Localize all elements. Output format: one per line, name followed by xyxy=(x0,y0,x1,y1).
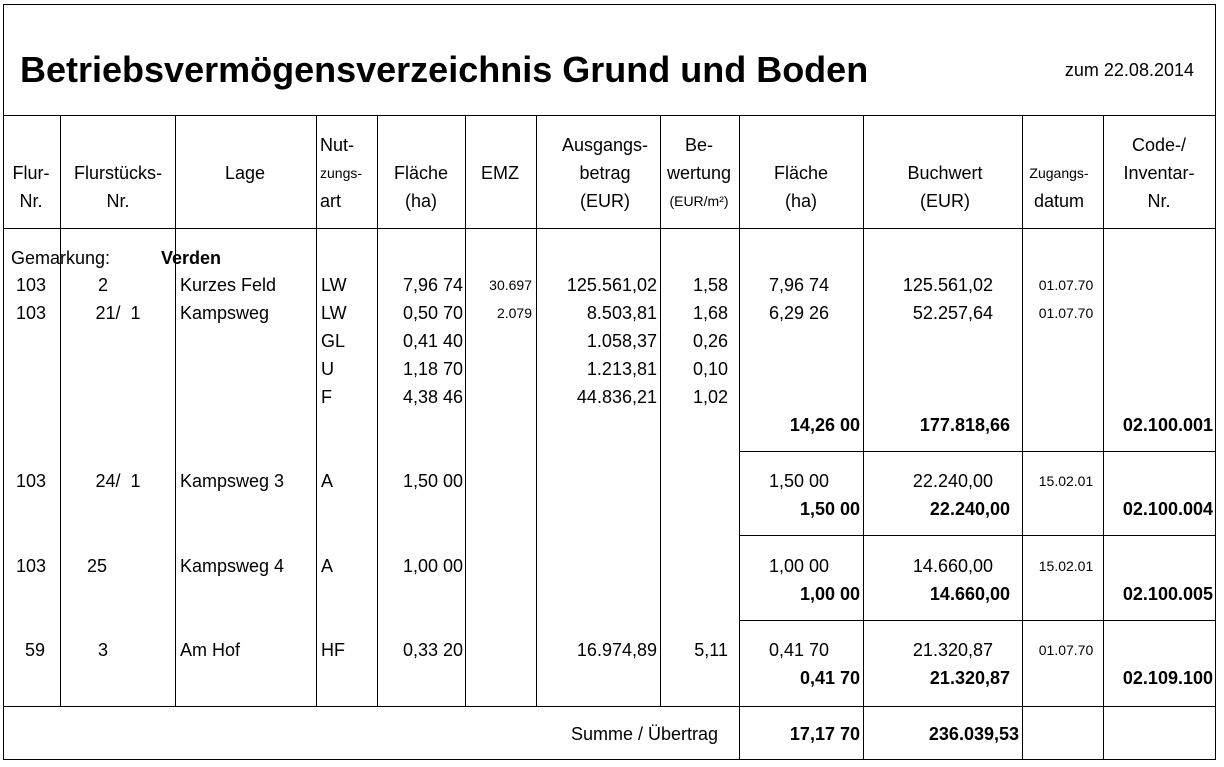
cell-nutzung: U xyxy=(321,359,334,379)
cell-flaeche: 0,33 20 xyxy=(402,640,463,660)
cell-ausgang: 16.974,89 xyxy=(576,640,657,660)
gemarkung-label: Gemarkung: xyxy=(11,248,111,268)
header-zugangsdatum: Zugangs- datum xyxy=(1029,165,1089,211)
cell-nutzung: HF xyxy=(321,640,345,660)
total-buchwert: 21.320,87 xyxy=(929,668,1010,688)
summe-label: Summe / Übertrag xyxy=(570,724,718,744)
column-line xyxy=(175,115,176,706)
cell-bewertung: 1,02 xyxy=(692,387,728,407)
column-line xyxy=(660,115,661,706)
cell-bewertung: 1,68 xyxy=(692,303,728,323)
summe-buchwert: 236.039,53 xyxy=(928,724,1019,744)
cell-bewertung: 5,11 xyxy=(694,640,728,660)
group-divider xyxy=(739,535,1216,536)
column-line xyxy=(316,115,317,706)
cell-flaeche-2: 1,00 00 xyxy=(769,556,830,576)
column-line xyxy=(377,115,378,706)
cell-ausgang: 8.503,81 xyxy=(586,303,657,323)
column-line xyxy=(739,115,740,760)
inventory-code: 02.100.005 xyxy=(1122,584,1213,604)
cell-ausgang: 125.561,02 xyxy=(566,275,657,295)
footer-divider xyxy=(3,706,1216,707)
cell-bewertung: 0,26 xyxy=(692,331,728,351)
cell-zugang: 01.07.70 xyxy=(1038,277,1094,293)
header-flaeche-2: Fläche (ha) xyxy=(773,163,829,211)
header-lage: Lage xyxy=(224,163,266,183)
cell-flurstueck: 25 xyxy=(86,556,108,576)
cell-flaeche-2: 7,96 74 xyxy=(769,275,830,295)
group-divider xyxy=(739,451,1216,452)
cell-lage: Am Hof xyxy=(180,640,241,660)
cell-flur: 103 xyxy=(15,556,47,576)
cell-flurstueck: 2 xyxy=(97,275,109,295)
cell-nutzung: F xyxy=(321,387,332,407)
cell-bewertung: 0,10 xyxy=(692,359,728,379)
cell-zugang: 15.02.01 xyxy=(1038,473,1094,489)
report-date: zum 22.08.2014 xyxy=(1064,60,1194,80)
column-line xyxy=(536,115,537,706)
page-title: Betriebsvermögensverzeichnis Grund und Boden xyxy=(20,49,869,90)
cell-buchwert: 21.320,87 xyxy=(912,640,993,660)
cell-flaeche: 0,41 40 xyxy=(402,331,463,351)
cell-ausgang: 1.213,81 xyxy=(586,359,657,379)
total-flaeche: 0,41 70 xyxy=(799,668,860,688)
cell-lage: Kampsweg 3 xyxy=(180,471,285,491)
column-line xyxy=(465,115,466,706)
inventory-code: 02.100.001 xyxy=(1122,415,1213,435)
gemarkung-value: Verden xyxy=(161,248,222,268)
cell-emz: 2.079 xyxy=(496,305,532,321)
cell-flaeche: 4,38 46 xyxy=(402,387,463,407)
cell-flaeche-2: 1,50 00 xyxy=(769,471,830,491)
cell-buchwert: 52.257,64 xyxy=(912,303,993,323)
header-flaeche: Fläche (ha) xyxy=(393,163,449,211)
cell-buchwert: 14.660,00 xyxy=(912,556,993,576)
summe-flaeche: 17,17 70 xyxy=(789,724,860,744)
cell-bewertung: 1,58 xyxy=(692,275,728,295)
column-line xyxy=(863,115,864,760)
cell-flaeche-2: 6,29 26 xyxy=(769,303,830,323)
total-flaeche: 14,26 00 xyxy=(789,415,860,435)
header-flurstueck: Flurstücks- Nr. xyxy=(73,163,163,211)
total-buchwert: 14.660,00 xyxy=(929,584,1010,604)
cell-ausgang: 1.058,37 xyxy=(586,331,657,351)
inventory-code: 02.100.004 xyxy=(1122,499,1213,519)
inventory-code: 02.109.100 xyxy=(1122,668,1213,688)
total-flaeche: 1,00 00 xyxy=(799,584,860,604)
cell-nutzung: A xyxy=(321,471,334,491)
cell-flur: 59 xyxy=(24,640,46,660)
column-line xyxy=(1022,115,1023,760)
cell-flurstueck: 21/ 1 xyxy=(95,303,141,323)
total-flaeche: 1,50 00 xyxy=(799,499,860,519)
cell-buchwert: 22.240,00 xyxy=(912,471,993,491)
cell-flaeche: 1,50 00 xyxy=(402,471,463,491)
cell-lage: Kampsweg 4 xyxy=(180,556,285,576)
cell-nutzung: LW xyxy=(321,275,347,295)
cell-nutzung: GL xyxy=(321,331,346,351)
cell-lage: Kampsweg xyxy=(180,303,270,323)
header-nutzung: Nut- zungs- art xyxy=(320,135,363,211)
title-divider xyxy=(3,115,1216,116)
cell-flaeche: 1,18 70 xyxy=(402,359,463,379)
cell-nutzung: A xyxy=(321,556,334,576)
cell-flur: 103 xyxy=(15,303,47,323)
header-flur: Flur- Nr. xyxy=(12,163,50,211)
header-code: Code-/ Inventar- Nr. xyxy=(1123,135,1195,211)
cell-flurstueck: 3 xyxy=(97,640,109,660)
cell-emz: 30.697 xyxy=(489,277,532,293)
header-bewertung: Be- wertung (EUR/m²) xyxy=(666,135,732,209)
cell-lage: Kurzes Feld xyxy=(180,275,277,295)
cell-buchwert: 125.561,02 xyxy=(902,275,993,295)
total-buchwert: 177.818,66 xyxy=(919,415,1010,435)
column-line xyxy=(60,115,61,706)
cell-zugang: 15.02.01 xyxy=(1038,558,1094,574)
cell-ausgang: 44.836,21 xyxy=(576,387,657,407)
cell-zugang: 01.07.70 xyxy=(1038,305,1094,321)
cell-flurstueck: 24/ 1 xyxy=(95,471,141,491)
cell-nutzung: LW xyxy=(321,303,347,323)
header-divider xyxy=(3,228,1216,229)
cell-flur: 103 xyxy=(15,275,47,295)
header-emz: EMZ xyxy=(481,163,519,183)
cell-flaeche: 1,00 00 xyxy=(402,556,463,576)
total-buchwert: 22.240,00 xyxy=(929,499,1010,519)
cell-flaeche: 0,50 70 xyxy=(402,303,463,323)
header-buchwert: Buchwert (EUR) xyxy=(907,163,983,211)
cell-flaeche: 7,96 74 xyxy=(402,275,463,295)
column-line xyxy=(1103,115,1104,760)
group-divider xyxy=(739,620,1216,621)
header-ausgangsbetrag: Ausgangs- betrag (EUR) xyxy=(561,135,649,211)
cell-flaeche-2: 0,41 70 xyxy=(769,640,830,660)
cell-zugang: 01.07.70 xyxy=(1038,642,1094,658)
cell-flur: 103 xyxy=(15,471,47,491)
